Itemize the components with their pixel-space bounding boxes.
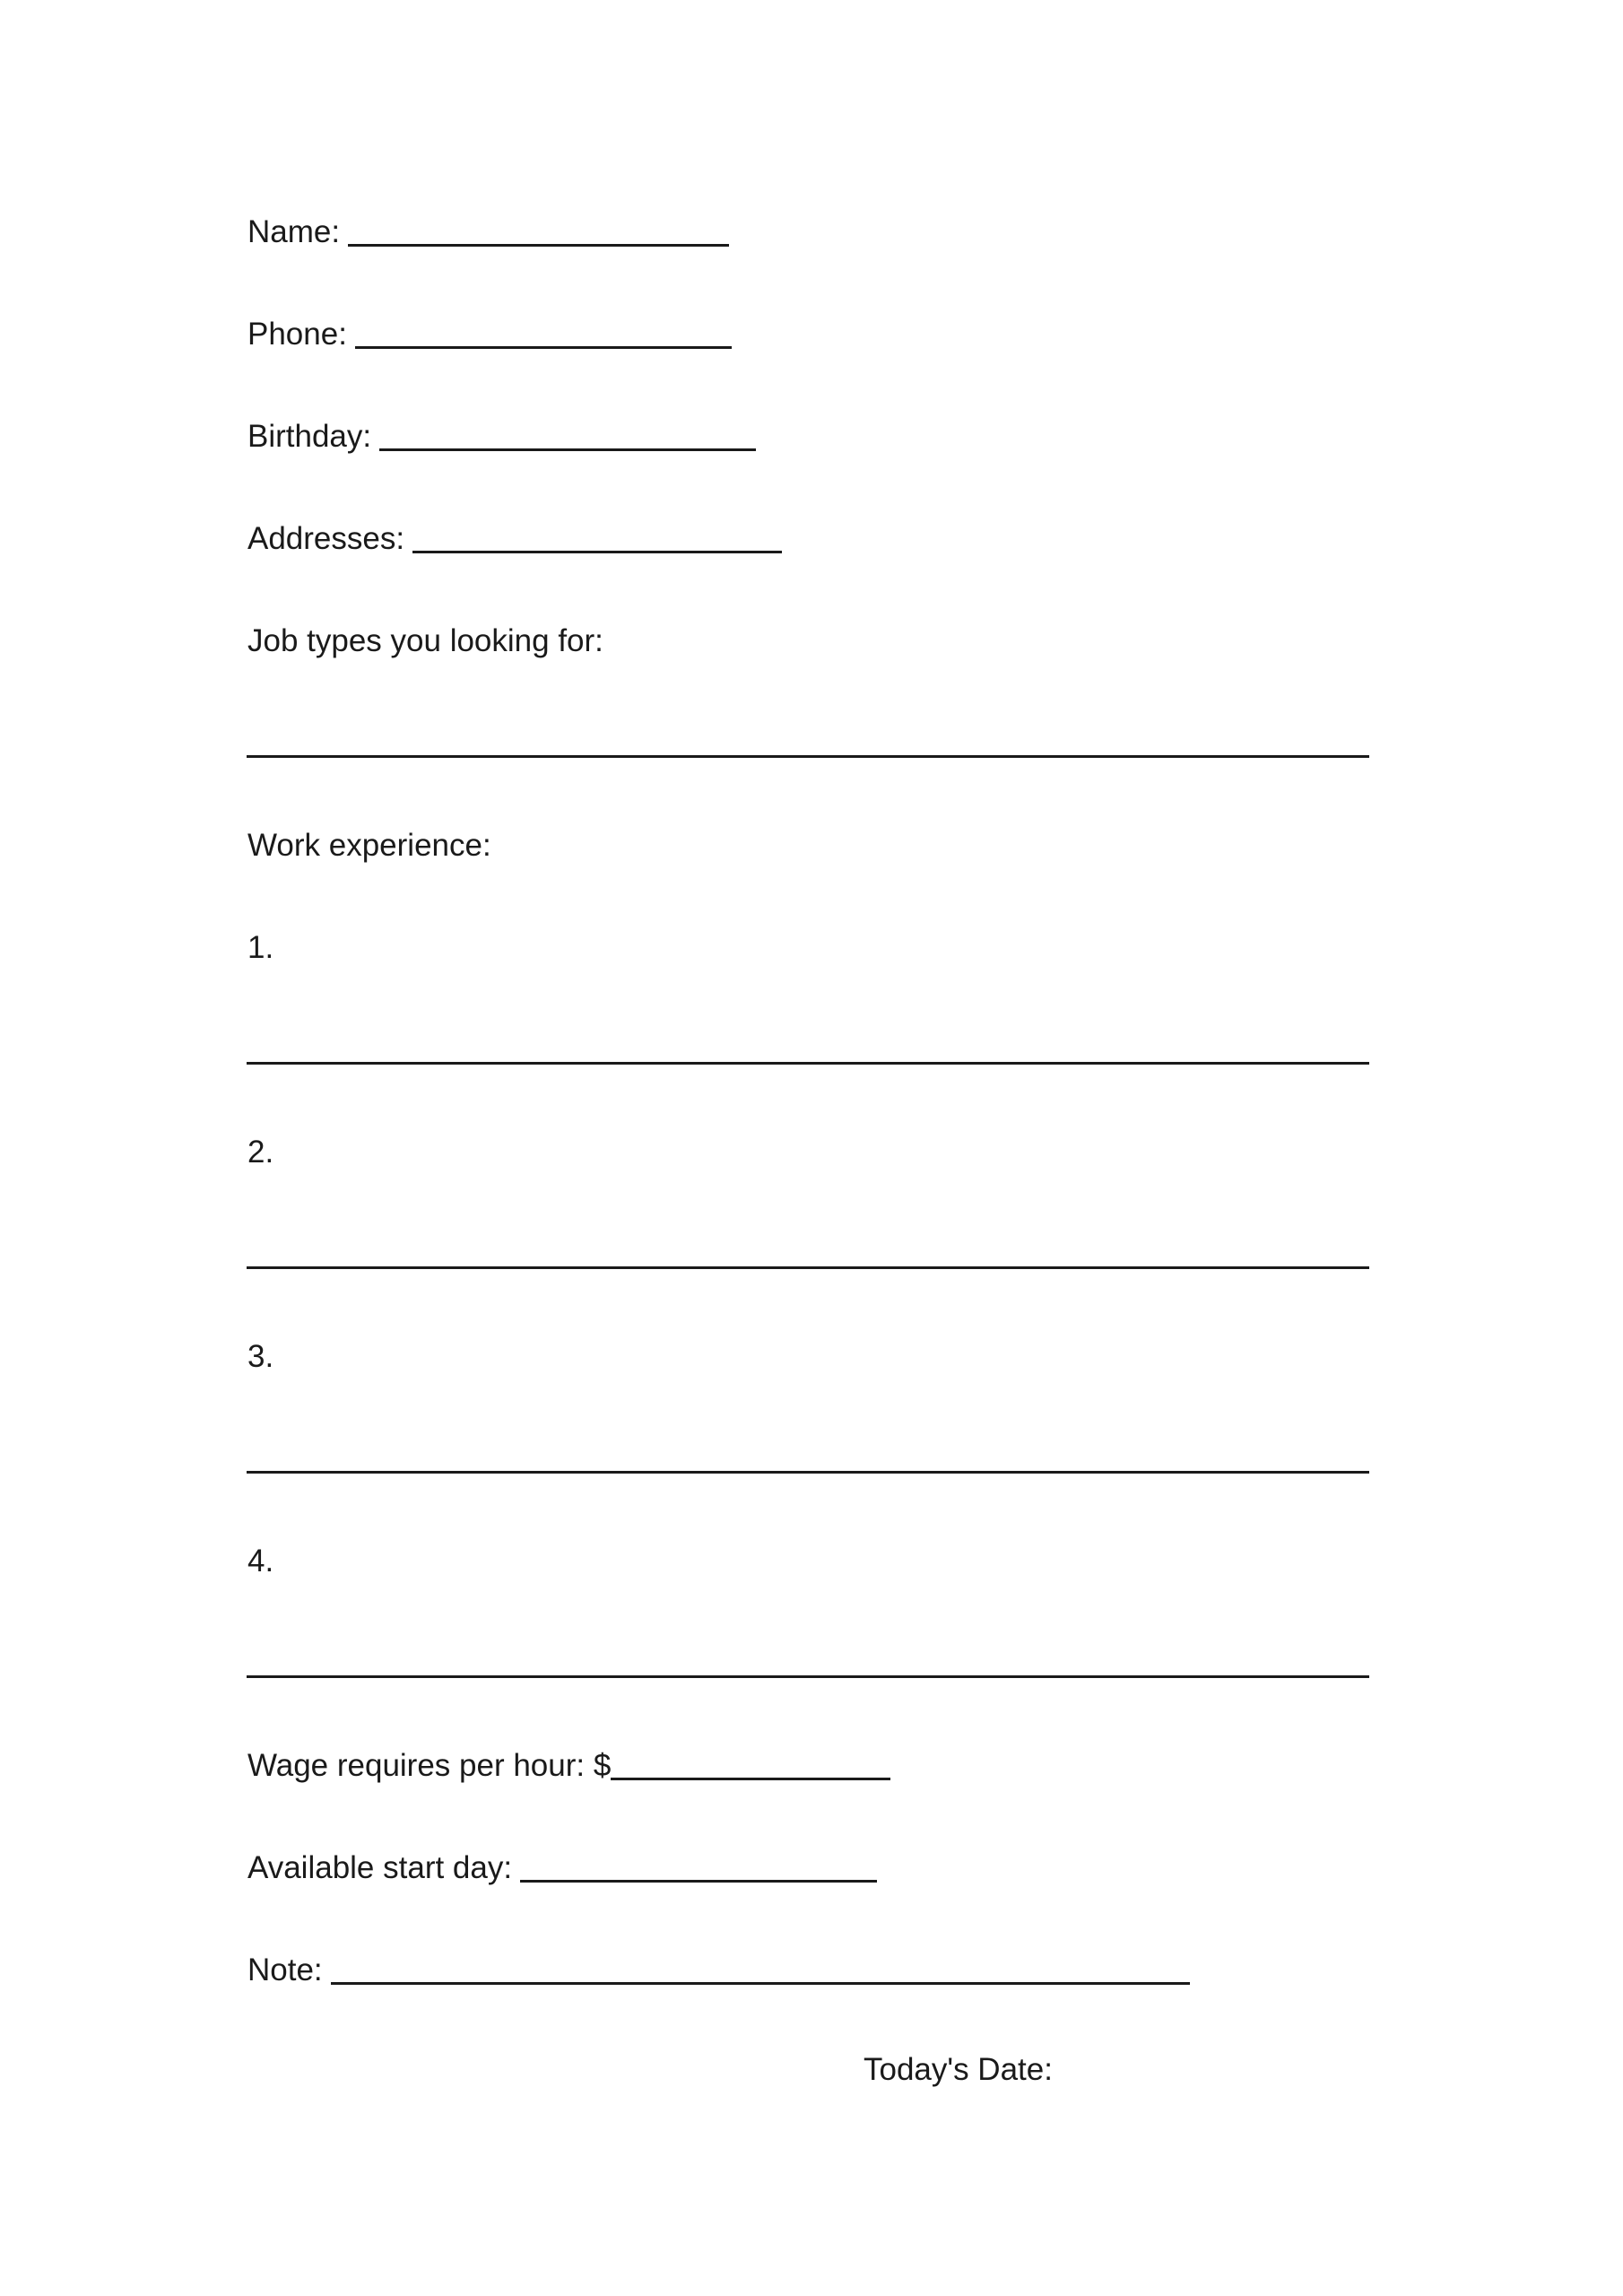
birthday-blank-line: [379, 422, 756, 451]
todays-date-row: [864, 2049, 1053, 2091]
available-start-blank-line: [520, 1853, 877, 1883]
experience-item-1-row: [247, 927, 273, 969]
phone-field-row: [247, 314, 732, 355]
birthday-label: Birthday:: [247, 419, 372, 454]
experience-4-blank-line: [247, 1675, 1369, 1678]
experience-item-2-row: [247, 1132, 273, 1173]
wage-blank-line: [611, 1751, 890, 1780]
experience-3-blank-line: [247, 1471, 1369, 1474]
name-label: Name:: [247, 214, 341, 249]
job-types-blank-line: [247, 755, 1369, 758]
note-blank-line: [331, 1955, 1190, 1985]
addresses-blank-line: [412, 524, 782, 553]
experience-item-4-number: 4.: [247, 1544, 274, 1578]
available-start-label: Available start day:: [247, 1850, 513, 1885]
phone-blank-line: [355, 319, 732, 349]
experience-item-4-row: [247, 1541, 273, 1582]
wage-field-row: [247, 1745, 890, 1787]
experience-item-3-row: [247, 1336, 273, 1378]
addresses-label: Addresses:: [247, 521, 405, 556]
experience-1-blank-line: [247, 1062, 1369, 1065]
experience-item-3-number: 3.: [247, 1339, 274, 1374]
note-label: Note:: [247, 1952, 323, 1987]
phone-label: Phone:: [247, 317, 347, 352]
note-field-row: [247, 1950, 1190, 1991]
job-types-label: Job types you looking for:: [247, 623, 603, 658]
work-experience-label: Work experience:: [247, 828, 491, 863]
name-field-row: [247, 212, 729, 253]
todays-date-label: Today's Date:: [864, 2052, 1053, 2087]
work-experience-header-row: [247, 825, 491, 866]
name-blank-line: [348, 217, 729, 247]
experience-2-blank-line: [247, 1266, 1369, 1269]
job-types-field-row: [247, 621, 603, 662]
experience-item-1-number: 1.: [247, 930, 274, 965]
experience-item-2-number: 2.: [247, 1135, 274, 1170]
available-start-field-row: [247, 1848, 877, 1889]
birthday-field-row: [247, 416, 756, 457]
wage-label: Wage requires per hour: $: [247, 1748, 612, 1783]
addresses-field-row: [247, 518, 782, 560]
